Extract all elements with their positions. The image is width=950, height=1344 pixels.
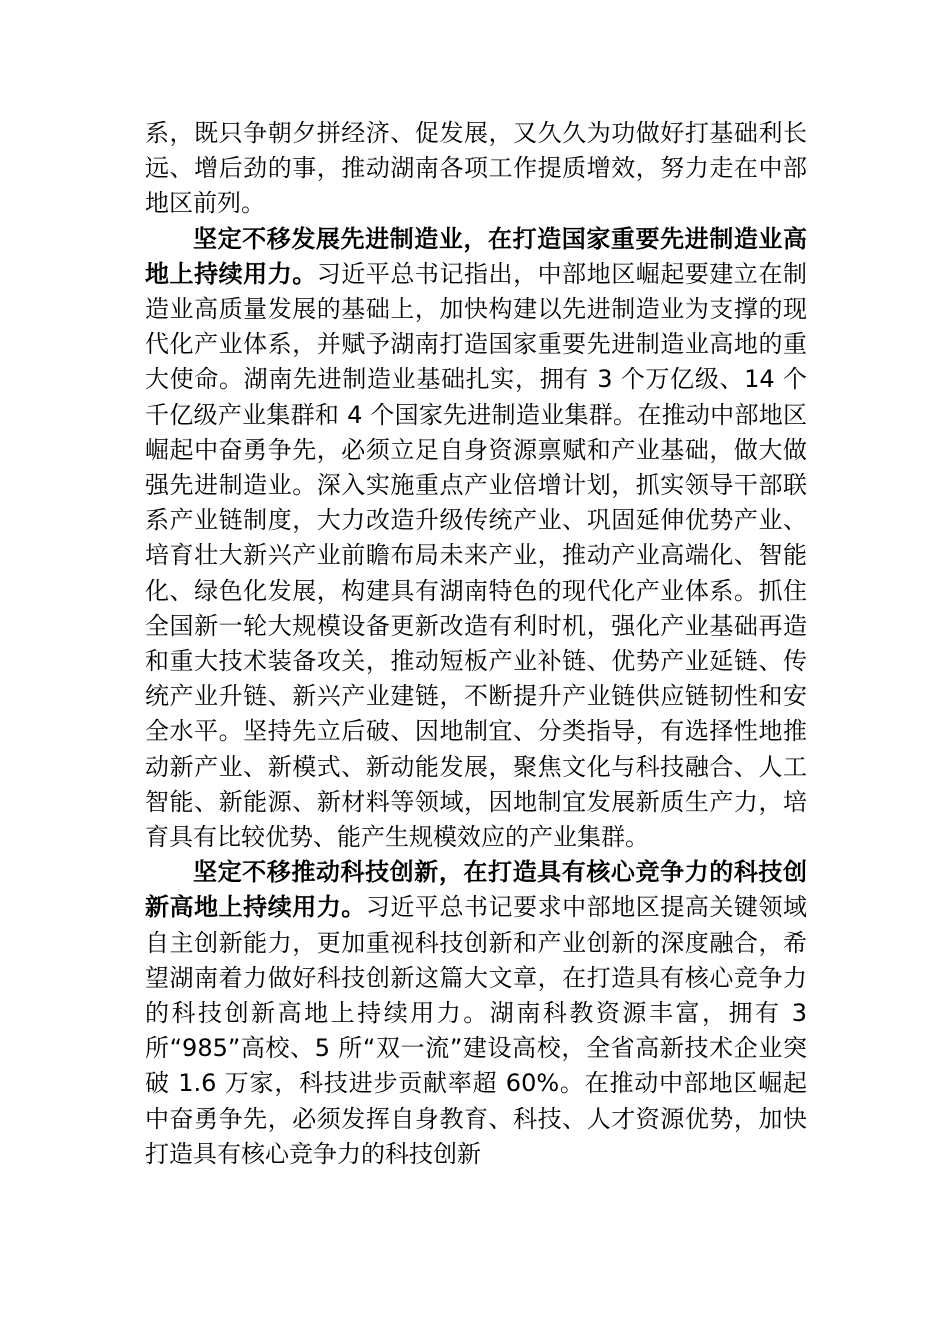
paragraph-body: 习近平总书记要求中部地区提高关键领域自主创新能力，更加重视科技创新和产业创新的深度融合，希望湖南着力做好科技创新这篇大文章，在打造具有核心竞争力的科技创新高地上持续用力。湖南科教资源丰富，拥有 3 所“985”高校、5 所“双一流”建设高校，全省高新技术企业突破 1.6 万家，科技进步贡献率超 60%。在推动中部地区崛起中奋勇争先，必须发挥自身教育、科技、人才资源优势，加快打造具有核心竞争力的科技创新 [145,893,808,1168]
paragraph-continuation [145,116,807,222]
paragraph-body: 习近平总书记指出，中部地区崛起要建立在制造业高质量发展的基础上，加快构建以先进制造业为支撑的现代化产业体系，并赋予湖南打造国家重要先进制造业高地的重大使命。湖南先进制造业基础扎实，拥有 3 个万亿级、14 个千亿级产业集群和 4 个国家先进制造业集群。在推动中部地区崛起中奋勇争先，必须立足自身资源禀赋和产业基础，做大做强先进制造业。深入实施重点产业倍增计划，抓实领导干部联系产业链制度，大力改造升级传统产业、巩固延伸优势产业、培育壮大新兴产业前瞻布局未来产业，推动产业高端化、智能化、绿色化发展，构建具有湖南特色的现代化产业体系。抓住全国新一轮大规模设备更新改造有利时机，强化产业基础再造和重大技术装备攻关，推动短板产业补链、优势产业延链、传统产业升链、新兴产业建链，不断提升产业链供应链韧性和安全水平。坚持先立后破、因地制宜、分类指导，有选择性地推动新产业、新模式、新动能发展，聚焦文化与科技融合、人工智能、新能源、新材料等领域，因地制宜发展新质生产力，培育具有比较优势、能产生规模效应的产业集群。 [145,259,808,852]
document-page [145,116,807,1172]
paragraph-manufacturing [145,222,807,856]
paragraph-lead-heading: 坚定不移发展先进制造业，在打造国家重要先进制造业高地上持续用力。 [145,224,807,288]
paragraph-innovation [145,855,807,1172]
paragraph-lead-heading: 坚定不移推动科技创新，在打造具有核心竞争力的科技创新高地上持续用力。 [145,858,807,922]
paragraph-body: 系，既只争朝夕拼经济、促发展，又久久为功做好打基础利长远、增后劲的事，推动湖南各项工作提质增效，努力走在中部地区前列。 [145,119,807,218]
